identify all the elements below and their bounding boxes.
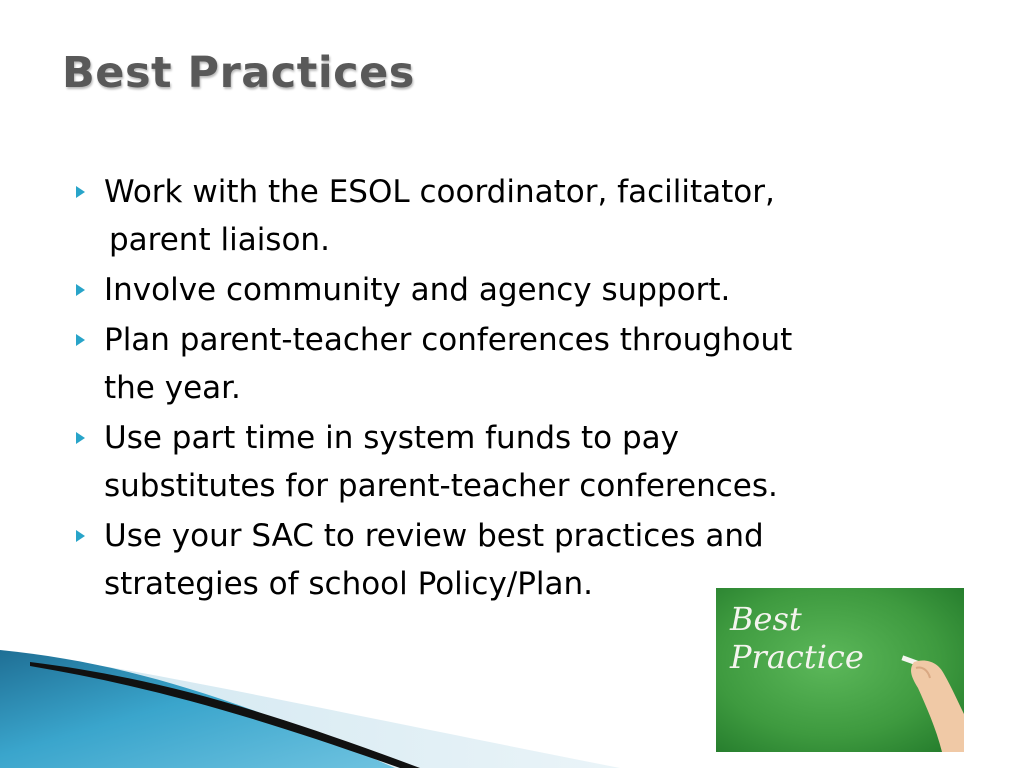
bullet-item — [74, 168, 954, 264]
bullet-text-continued: parent liaison. — [109, 222, 330, 258]
bullet-list — [74, 168, 954, 610]
bullet-text: Work with the ESOL coordinator, facilitator, — [104, 174, 775, 210]
bullet-item — [74, 414, 954, 510]
chalk-text-line2: Practice — [730, 638, 864, 676]
bullet-text: Use part time in system funds to pay — [104, 420, 680, 456]
bullet-item — [74, 266, 954, 314]
bullet-text-wrapped: substitutes for parent-teacher conferences. — [104, 468, 778, 504]
bullet-arrow-icon — [76, 432, 85, 444]
slide-title: Best Practices — [62, 48, 415, 98]
bullet-text: Plan parent-teacher conferences throughout — [104, 322, 793, 358]
bullet-text: Use your SAC to review best practices and — [104, 518, 764, 554]
bullet-arrow-icon — [76, 334, 85, 346]
bullet-arrow-icon — [76, 284, 85, 296]
chalkboard-illustration — [716, 588, 964, 752]
bullet-arrow-icon — [76, 530, 85, 542]
bullet-text: Involve community and agency support. — [104, 272, 731, 308]
bullet-arrow-icon — [76, 186, 85, 198]
bullet-text-wrapped: strategies of school Policy/Plan. — [104, 566, 594, 602]
decorative-swoosh — [0, 600, 640, 768]
bullet-item — [74, 316, 954, 412]
bullet-text-wrapped: the year. — [104, 370, 241, 406]
chalk-text-line1: Best — [730, 600, 802, 638]
best-practice-chalkboard-image — [716, 588, 964, 752]
